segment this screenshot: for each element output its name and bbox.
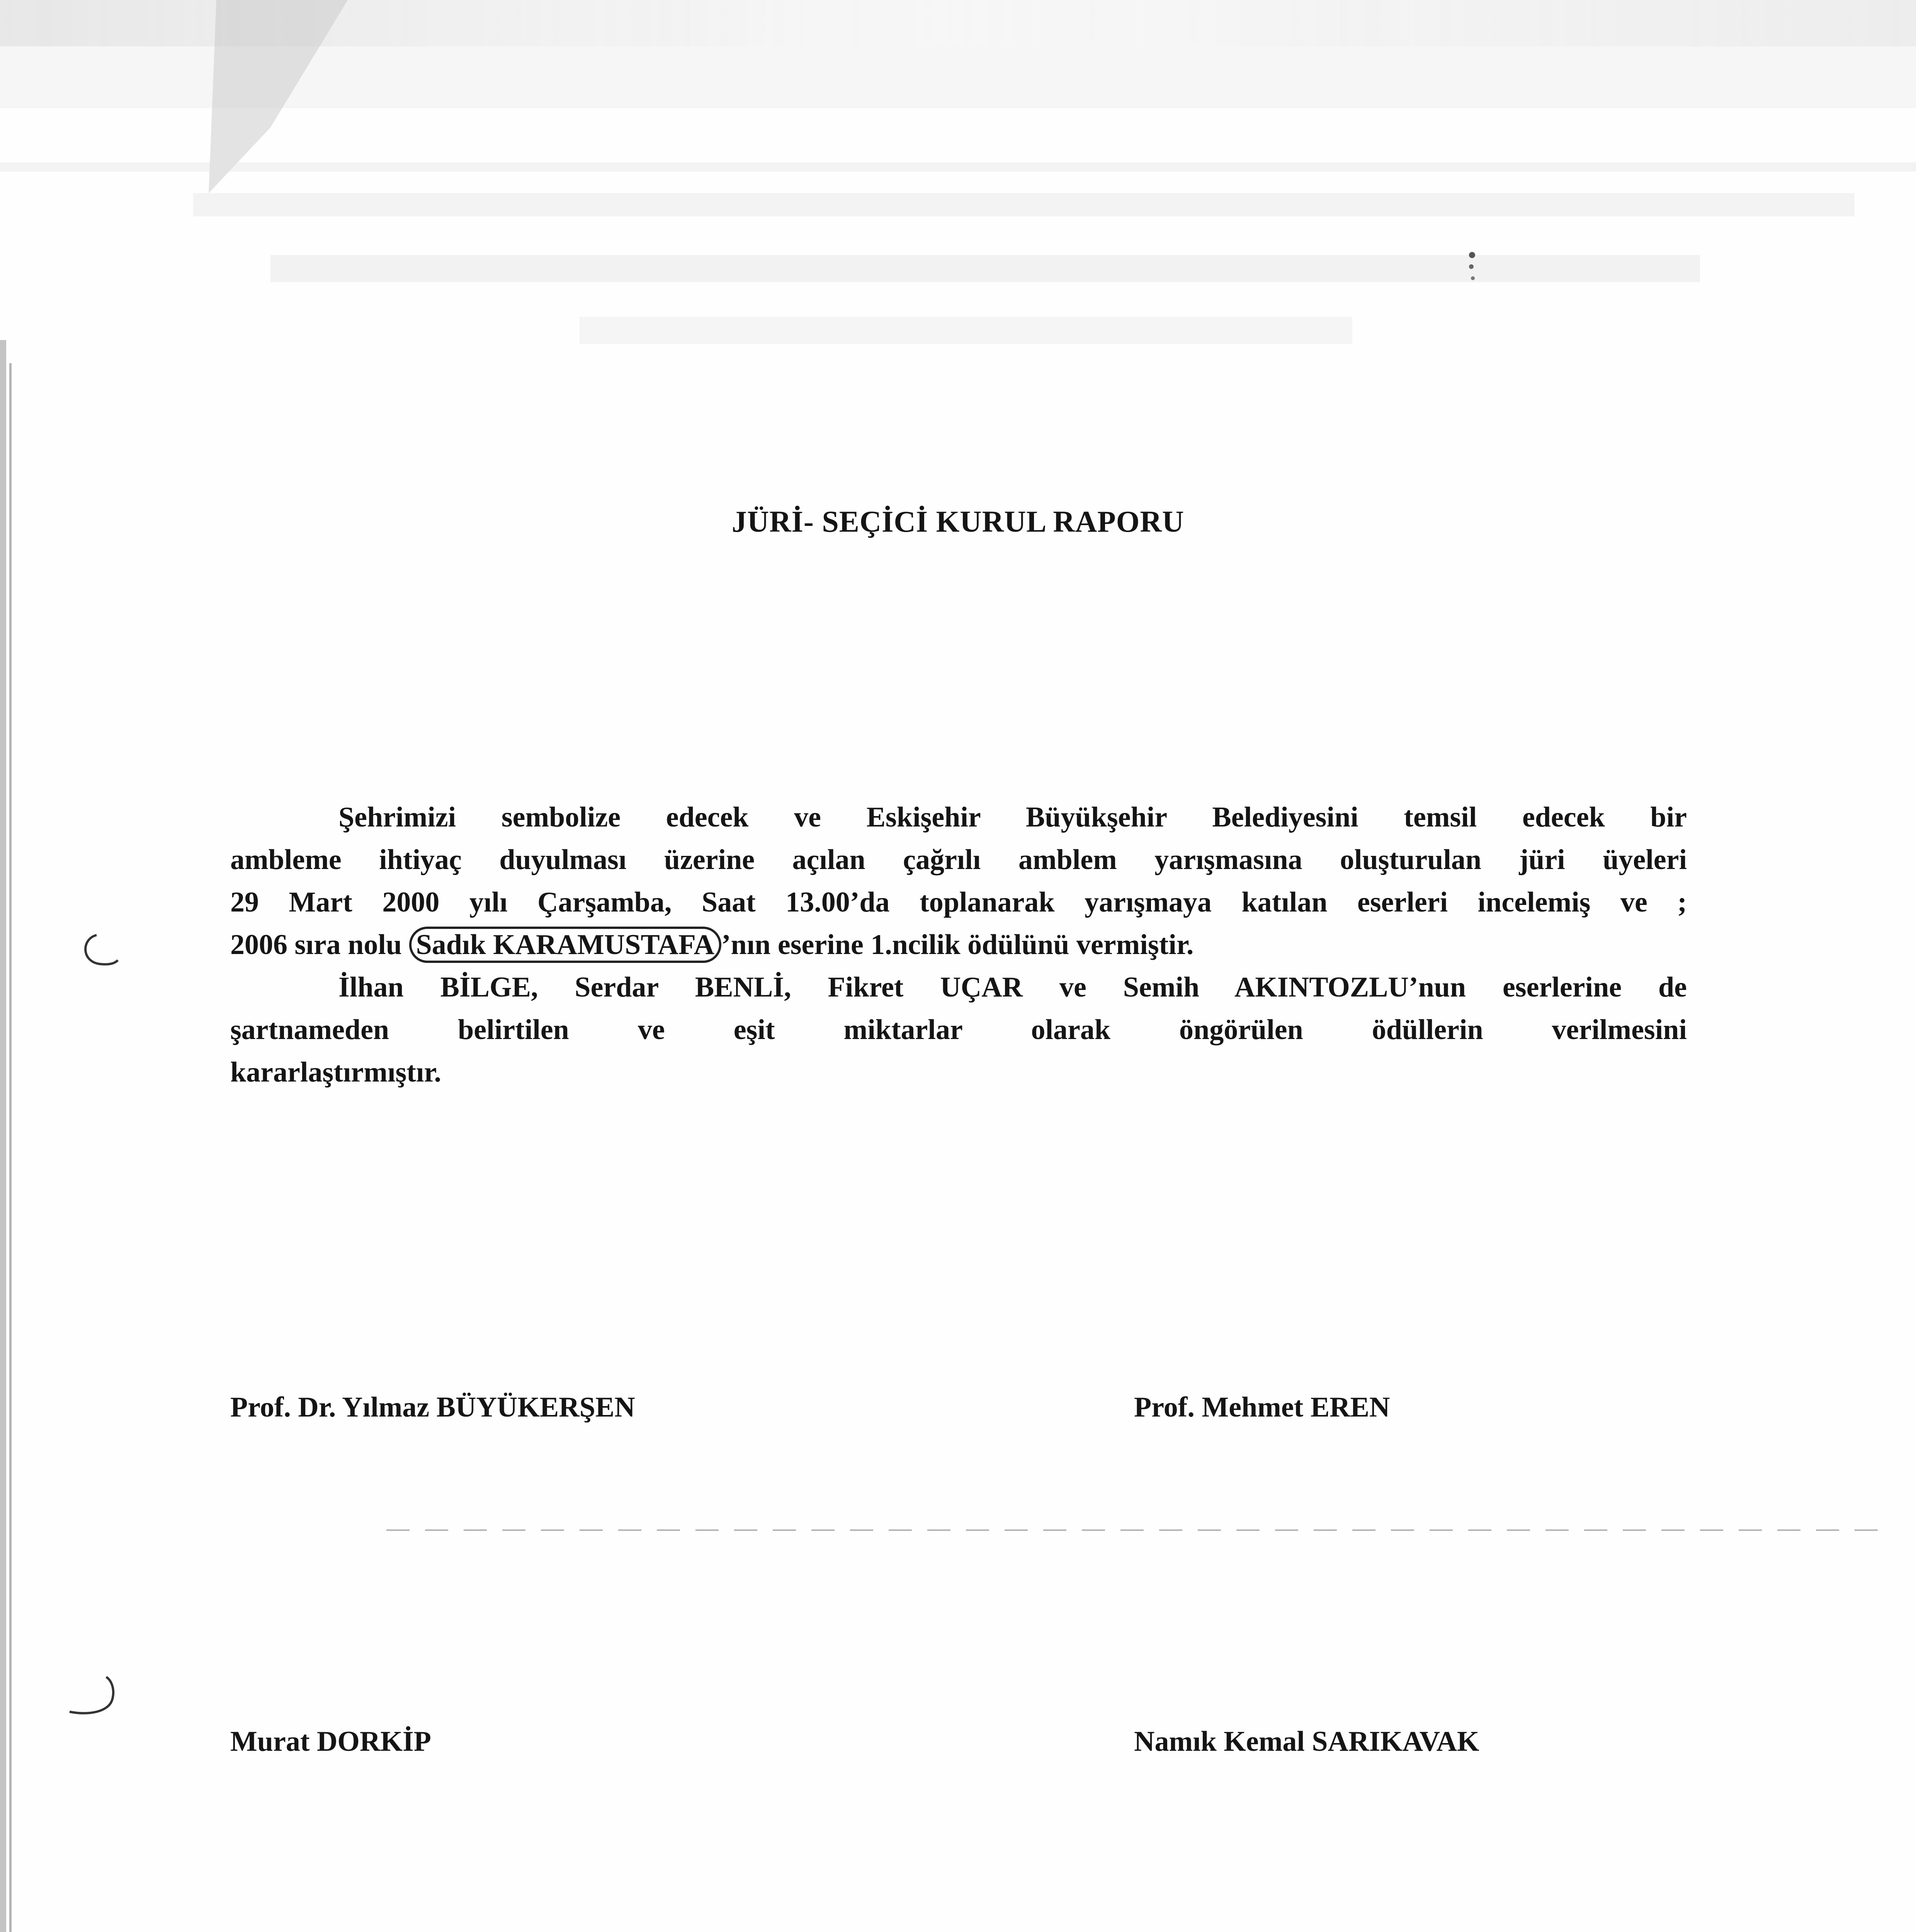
paragraph-2-line-1: İlhan BİLGE, Serdar BENLİ, Fikret UÇAR ve Semih AKINTOZLU’nun eserlerine de <box>338 971 1687 1003</box>
paragraph-1-line-4 <box>230 923 1687 966</box>
signatory-sarikavak: Namık Kemal SARIKAVAK <box>1134 1726 1479 1757</box>
faded-letterhead-smudge <box>0 0 1916 502</box>
left-binding-edge <box>0 340 23 1932</box>
paragraph-1-line-3: 29 Mart 2000 yılı Çarşamba, Saat 13.00’da toplanarak yarışmaya katılan eserleri incelemiş ve ; <box>230 886 1687 918</box>
signatory-eren: Prof. Mehmet EREN <box>1134 1391 1390 1423</box>
paragraph-2-line-3: kararlaştırmıştır. <box>230 1056 442 1088</box>
paragraph-1-line-1: Şehrimizi sembolize edecek ve Eskişehir Büyükşehir Belediyesini temsil edecek bir <box>338 801 1687 833</box>
line-4-suffix: ’nın eserine 1.ncilik ödülünü vermiştir. <box>721 929 1194 961</box>
signatory-buyukersen: Prof. Dr. Yılmaz BÜYÜKERŞEN <box>230 1391 635 1423</box>
margin-pen-mark <box>73 927 128 974</box>
paragraph-2-line-2: şartnameden belirtilen ve eşit miktarlar olarak öngörülen ödüllerin verilmesini <box>230 1014 1687 1046</box>
paragraph-1-line-2: ambleme ihtiyaç duyulması üzerine açılan çağrılı amblem yarışmasına oluşturulan jüri üyeleri <box>230 844 1687 876</box>
faint-scan-line-1 <box>0 1522 1916 1538</box>
scan-speck <box>1460 247 1484 290</box>
report-body <box>230 796 1687 1094</box>
line-4-prefix: 2006 sıra nolu <box>230 929 409 961</box>
winner-name-circled: Sadık KARAMUSTAFA <box>409 927 721 963</box>
report-title: JÜRİ- SEÇİCİ KURUL RAPORU <box>731 505 1185 538</box>
signatory-dorkip: Murat DORKİP <box>230 1726 431 1757</box>
margin-pen-mark-2 <box>58 1669 128 1723</box>
